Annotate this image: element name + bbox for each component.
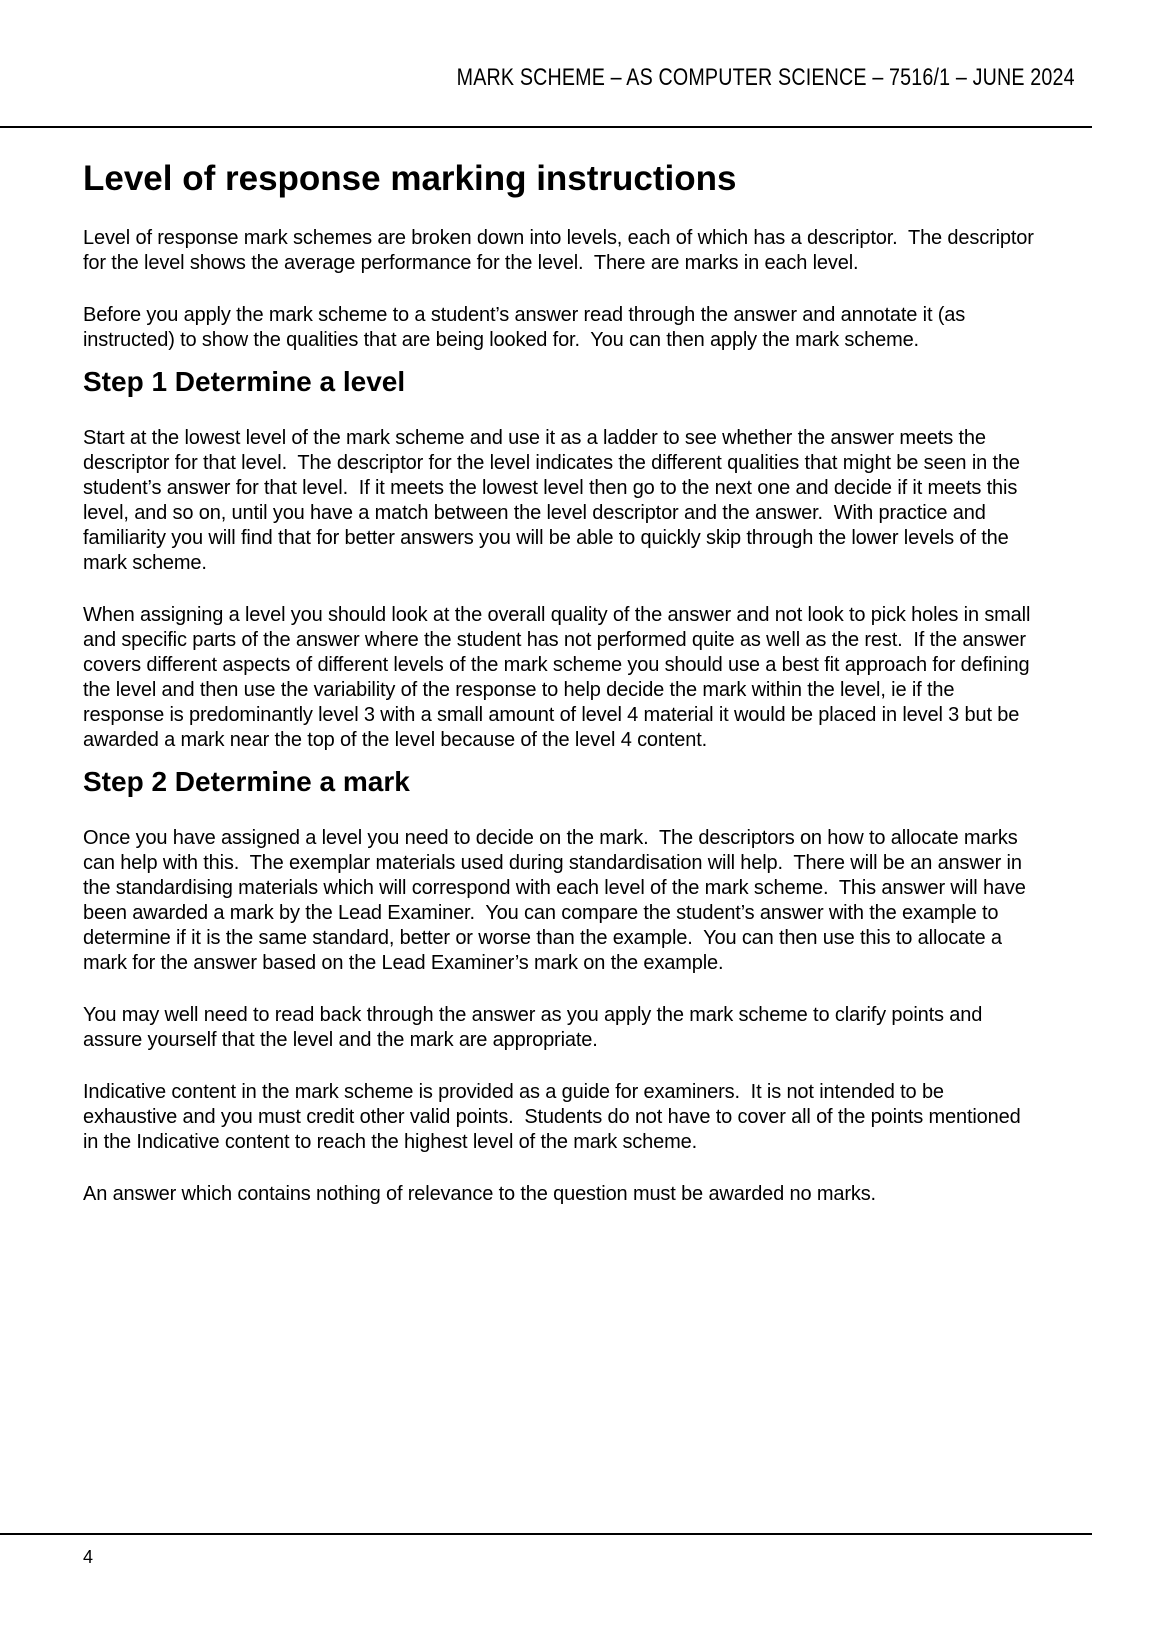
footer-rule: [0, 1533, 1092, 1535]
header-rule: [0, 126, 1092, 128]
paragraph-step1-1: Start at the lowest level of the mark scheme and use it as a ladder to see whether the answer meets the descriptor for that level. The descriptor for the level indicates the different qualities that might be seen in the student’s answer for that level. If it meets the lowest level then go to the next one and decide if it meets this level, and so on, until you have a match between the level descriptor and the answer. With practice and familiarity you will find that for better answers you will be able to quickly skip through the lower levels of the mark scheme.: [83, 427, 1026, 574]
paragraph-step1-2: When assigning a level you should look at the overall quality of the answer and not look to pick holes in small and specific parts of the answer where the student has not performed quite as well as the rest. If the answer covers different aspects of different levels of the mark scheme you should use a best fit approach for defining the level and then use the variability of the response to help decide the mark within the level, ie if the response is predominantly level 3 with a small amount of level 4 material it would be placed in level 3 but be awarded a mark near the top of the level because of the level 4 content.: [83, 604, 1036, 751]
section-heading-step-1: Step 1 Determine a level: [83, 366, 406, 397]
paragraph-intro-1: Level of response mark schemes are broken down into levels, each of which has a descriptor. The descriptor for the level shows the average performance for the level. There are marks in each level.: [83, 227, 1040, 274]
paragraph-step2-2: You may well need to read back through the answer as you apply the mark scheme to clarify points and assure yourself that the level and the mark are appropriate.: [83, 1004, 988, 1051]
document-title: Level of response marking instructions: [83, 159, 737, 198]
paragraph-step2-3: Indicative content in the mark scheme is provided as a guide for examiners. It is not intended to be exhaustive and you must credit other valid points. Students do not have to cover all of the points mentioned in the Indicative content to reach the highest level of the mark scheme.: [83, 1081, 1026, 1153]
page-header: [0, 0, 1158, 92]
section-heading-step-2: Step 2 Determine a mark: [83, 766, 410, 797]
paragraph-step2-1: Once you have assigned a level you need to decide on the mark. The descriptors on how to allocate marks can help with this. The exemplar materials used during standardisation will help. There will be an answer in the standardising materials which will correspond with each level of the mark scheme. This answer will have been awarded a mark by the Lead Examiner. You can compare the student’s answer with the example to determine if it is the same standard, better or worse than the example. You can then use this to allocate a mark for the answer based on the Lead Examiner’s mark on the example.: [83, 827, 1032, 974]
header-text: MARK SCHEME – AS COMPUTER SCIENCE – 7516/1 – JUNE 2024: [456, 64, 1075, 91]
paragraph-step2-4: An answer which contains nothing of relevance to the question must be awarded no marks.: [83, 1183, 876, 1205]
page-number: 4: [83, 1547, 94, 1567]
paragraph-intro-2: Before you apply the mark scheme to a student’s answer read through the answer and annotate it (as instructed) to show the qualities that are being looked for. You can then apply the mark scheme.: [83, 304, 971, 351]
document-body: [83, 158, 1039, 1207]
